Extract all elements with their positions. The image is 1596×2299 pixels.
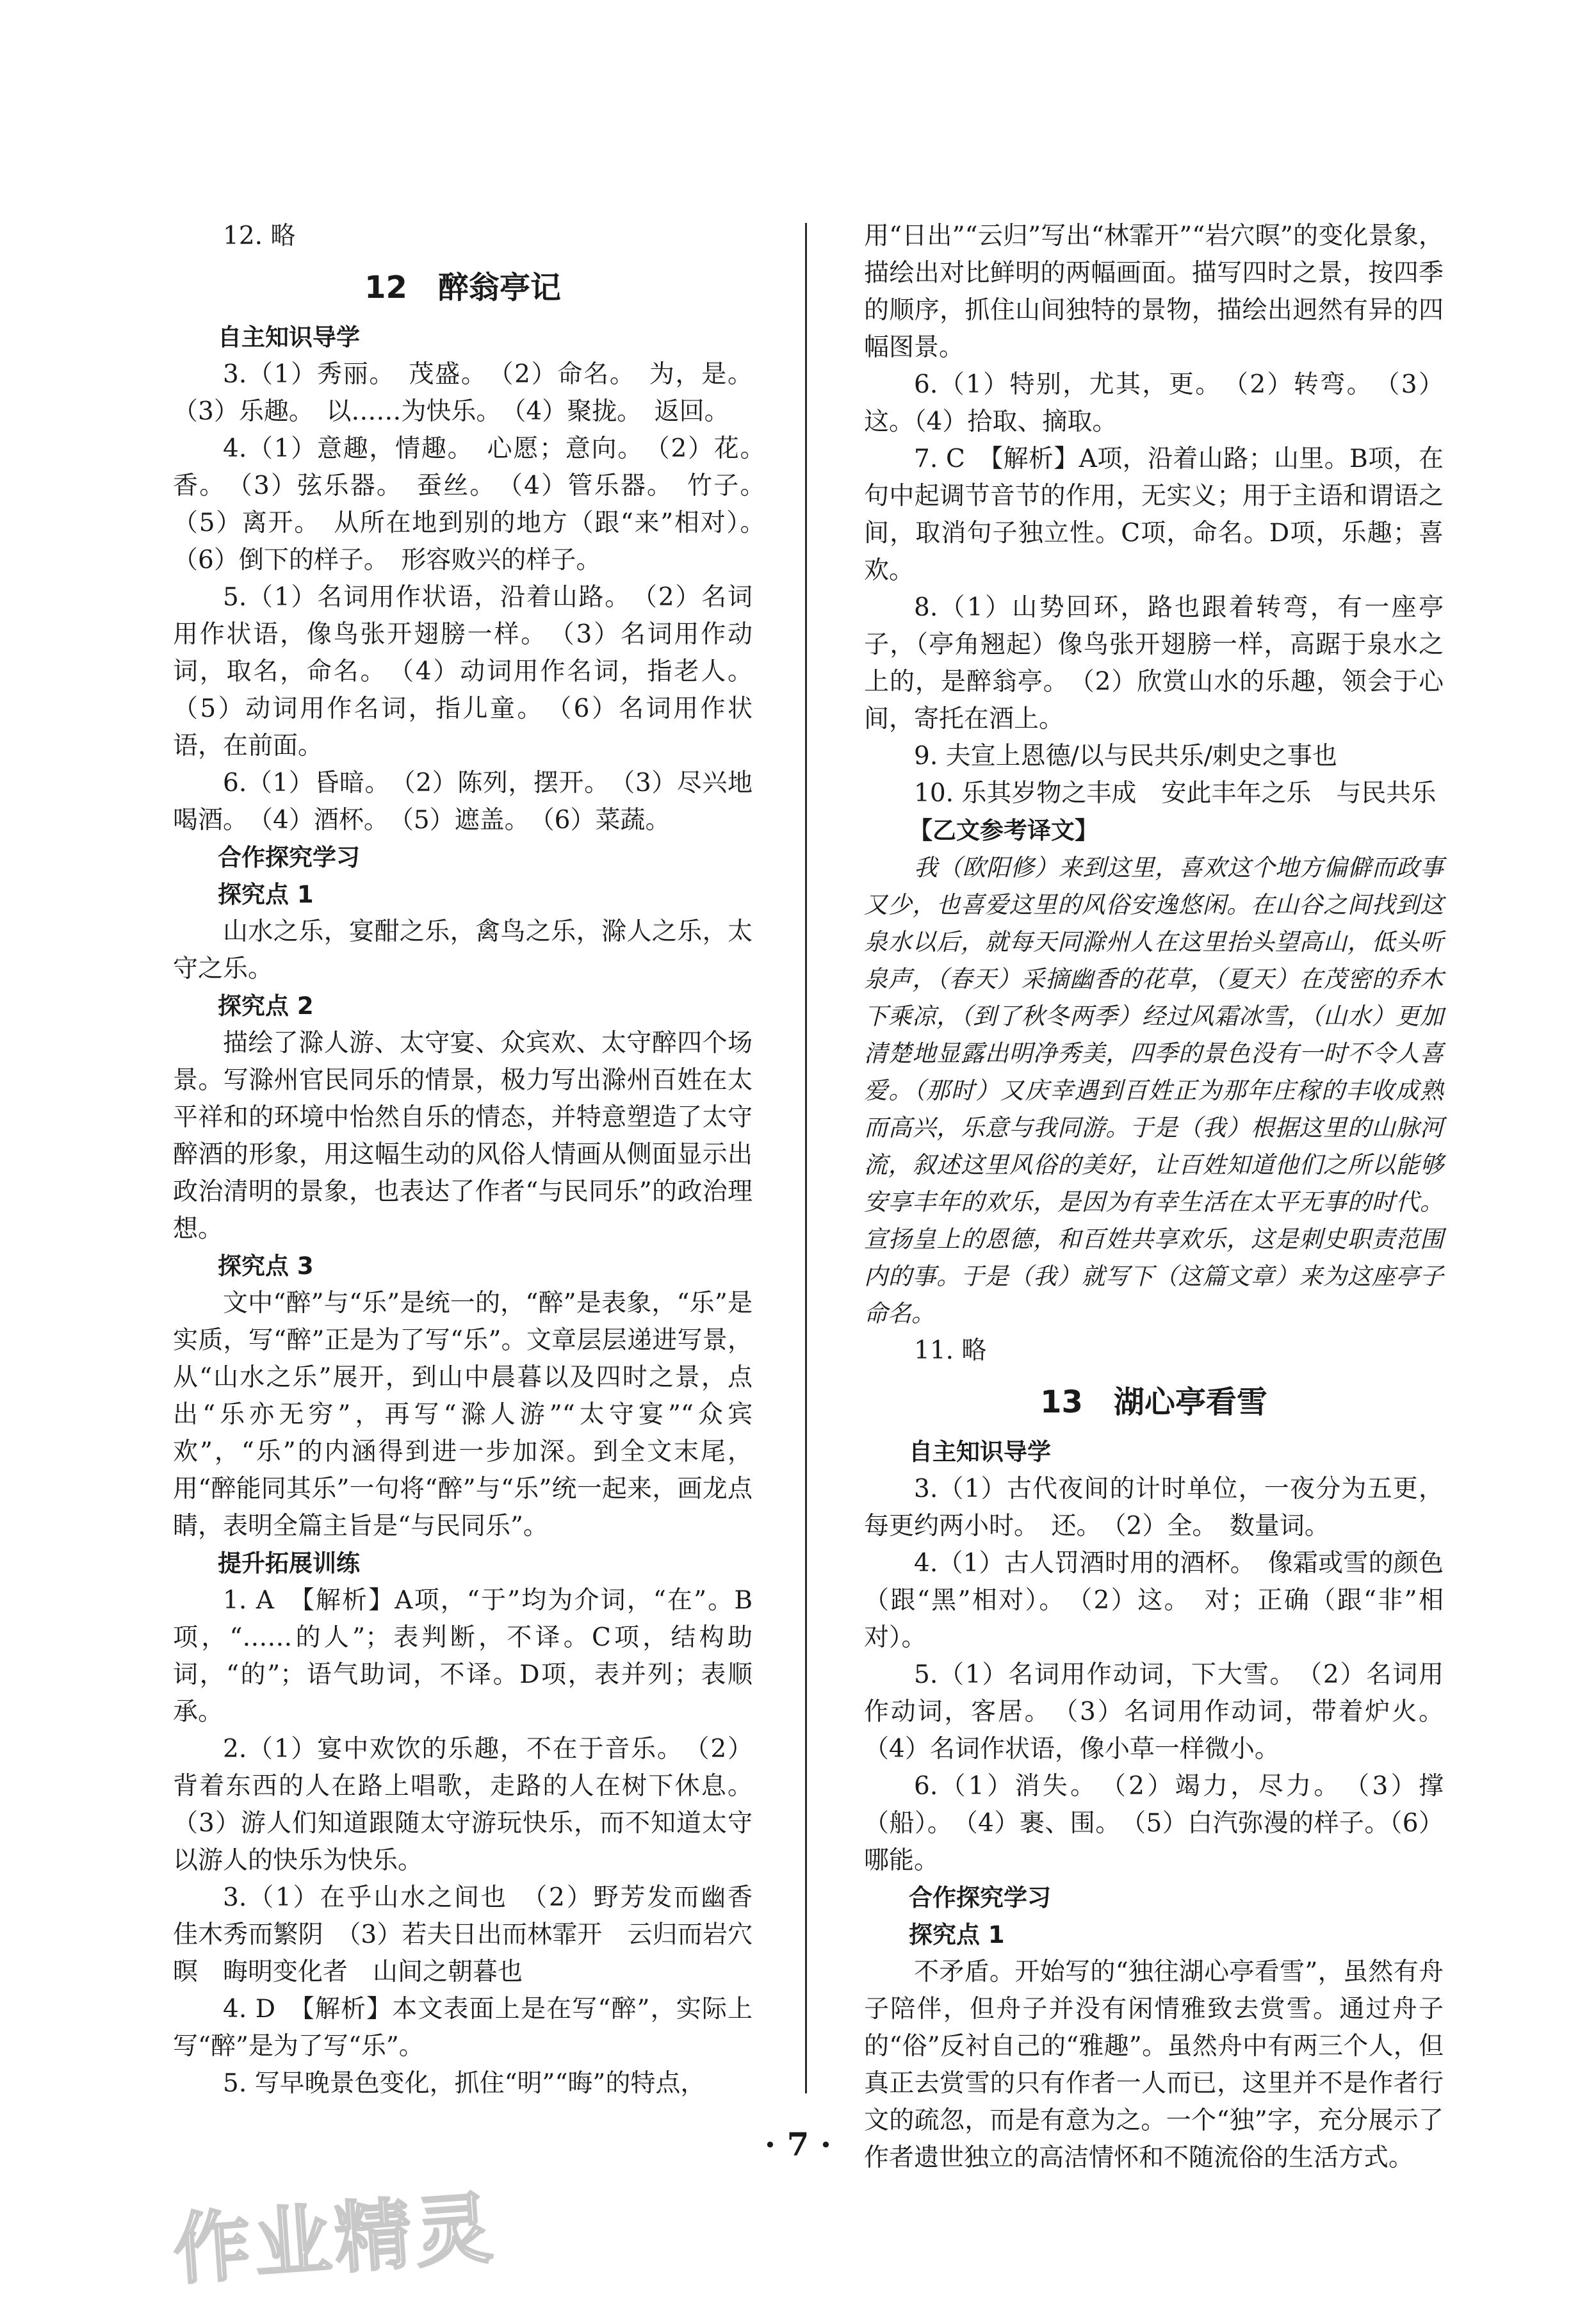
- answer-item: 3.（1）秀丽。 茂盛。 （2）命名。 为，是。（3）乐趣。 以……为快乐。 （4）聚拢。 返回。: [173, 360, 753, 426]
- answer-item: 3.（1）在乎山水之间也 （2）野芳发而幽香 佳木秀而繁阴 （3）若夫日出而林霏开 云归而岩穴暝 晦明变化者 山间之朝暮也: [173, 1883, 778, 1986]
- section-heading: 合作探究学习: [218, 844, 360, 871]
- answer-item: 6.（1）特别，尤其，更。 （2）转弯。 （3）这。（4）拾取、摘取。: [864, 370, 1444, 436]
- answer-text: 不矛盾。开始写的“独往湖心亭看雪”，虽然有舟子陪伴，但舟子并没有闲情雅致去赏雪。通过舟子的“俗”反衬自己的“雅趣”。虽然舟中有两三个人，但真正去赏雪的只有作者一人而已，这里并不是作者行文的疏忽，而是有意为之。一个“独”字，充分展示了作者遗世独立的高洁情怀和不随流俗的生活方式。: [864, 1958, 1444, 2172]
- answer-text: 描绘了滁人游、太守宴、众宾欢、太守醉四个场景。写滁州官民同乐的情景，极力写出滁州百姓在太平祥和的环境中怡然自乐的情态，并特意塑造了太守醉酒的形象，用这幅生动的风俗人情画从侧面显示出政治清明的景象，也表达了作者“与民同乐”的政治理想。: [173, 1029, 753, 1243]
- right-column: [864, 218, 1444, 2177]
- answer-item: 8.（1）山势回环，路也跟着转弯，有一座亭子，（亭角翘起）像鸟张开翅膀一样，高踞于泉水之上的，是醉翁亭。 （2）欣赏山水的乐趣，领会于心间，寄托在酒上。: [864, 593, 1444, 733]
- answer-item: 用“日出”“云归”写出“林霏开”“岩穴暝”的变化景象，描绘出对比鲜明的两幅画面。描写四时之景，按四季的顺序，抓住山间独特的景物，描绘出迥然有异的四幅图景。: [864, 222, 1444, 362]
- answer-item: 6.（1）昏暗。 （2）陈列，摆开。 （3）尽兴地喝酒。 （4）酒杯。 （5）遮盖。 （6）菜蔬。: [173, 769, 753, 835]
- answer-item: 10. 乐其岁物之丰成 安此丰年之乐 与民共乐: [914, 779, 1437, 808]
- answer-item: 5.（1）名词用作动词，下大雪。 （2）名词用作动词，客居。 （3）名词用作动词，带着炉火。（4）名词作状语，像小草一样微小。: [864, 1660, 1444, 1763]
- subsection-heading: 探究点 3: [218, 1252, 314, 1280]
- answer-item: 3.（1）古代夜间的计时单位，一夜分为五更，每更约两小时。 还。 （2）全。 数量词。: [864, 1475, 1444, 1541]
- answer-item: 1. A 【解析】A项，“于”均为介词，“在”。B项，“……的人”；表判断，不译。C项，结构助词，“的”；语气助词，不译。D项，表并列；表顺承。: [173, 1586, 753, 1726]
- subsection-heading: 探究点 1: [909, 1921, 1005, 1949]
- answer-item: 5.（1）名词用作状语，沿着山路。 （2）名词用作状语，像鸟张开翅膀一样。 （3）名词用作动词，取名，命名。 （4）动词用作名词，指老人。（5）动词用作名词，指儿童。 （6）名词用作状语，在前面。: [173, 583, 753, 760]
- left-column: [173, 218, 778, 2102]
- answer-item: 7. C 【解析】A项，沿着山路；山里。B项，在句中起调节音节的作用，无实义；用于主语和谓语之间，取消句子独立性。C项，命名。D项，乐趣；喜欢。: [864, 445, 1444, 585]
- answer-item: 2.（1）宴中欢饮的乐趣，不在于音乐。 （2）背着东西的人在路上唱歌，走路的人在树下休息。（3）游人们知道跟随太守游玩快乐，而不知道太守以游人的快乐为快乐。: [173, 1735, 753, 1875]
- answer-item: 5. 写早晚景色变化，抓住“明”“晦”的特点，: [223, 2069, 706, 2098]
- answer-text: 山水之乐，宴酣之乐，禽鸟之乐，滁人之乐，太守之乐。: [173, 917, 753, 983]
- reference-heading: 【乙文参考译文】: [909, 817, 1098, 844]
- section-heading: 提升拓展训练: [218, 1550, 360, 1577]
- answer-item: 11. 略: [914, 1336, 987, 1365]
- column-divider: [805, 223, 807, 2093]
- answer-item: 4.（1）古人罚酒时用的酒杯。 像霜或雪的颜色（跟“黑”相对）。 （2）这。 对；正确（跟“非”相对）。: [864, 1549, 1444, 1652]
- reference-translation: 我（欧阳修）来到这里，喜欢这个地方偏僻而政事又少，也喜爱这里的风俗安逸悠闲。在山谷之间找到这泉水以后，就每天同滁州人在这里抬头望高山，低头听泉声，（春天）采摘幽香的花草，（夏天）在茂密的乔木下乘凉，（到了秋冬两季）经过风霜冰雪，（山水）更加清楚地显露出明净秀美，四季的景色没有一时不令人喜爱。（那时）又庆幸遇到百姓正为那年庄稼的丰收成熟而高兴，乐意与我同游。于是（我）根据这里的山脉河流，叙述这里风俗的美好，让百姓知道他们之所以能够安享丰年的欢乐，是因为有幸生活在太平无事的时代。宣扬皇上的恩德，和百姓共享欢乐，这是刺史职责范围内的事。于是（我）就写下（这篇文章）来为这座亭子命名。: [864, 854, 1444, 1327]
- answer-item: 6.（1）消失。 （2）竭力，尽力。 （3）撑（船）。 （4）裹、围。 （5）白汽弥漫的样子。（6）哪能。: [864, 1772, 1444, 1875]
- page-number: · 7 ·: [764, 2125, 832, 2163]
- watermark-logo: 作业精灵: [170, 2184, 499, 2296]
- chapter-title: 12 醉翁亭记: [364, 270, 561, 306]
- answer-item: 4.（1）意趣，情趣。 心愿；意向。 （2）花。 香。 （3）弦乐器。 蚕丝。 （4）管乐器。 竹子。 （5）离开。 从所在地到别的地方（跟“来”相对）。 （6）倒下的样子。 形容败兴的样子。: [173, 434, 778, 575]
- section-heading: 自主知识导学: [218, 323, 360, 351]
- answer-item: 9. 夫宣上恩德/以与民共乐/刺史之事也: [914, 742, 1337, 771]
- section-heading: 自主知识导学: [909, 1438, 1051, 1466]
- section-heading: 合作探究学习: [909, 1884, 1051, 1911]
- subsection-heading: 探究点 1: [218, 881, 314, 908]
- chapter-title: 13 湖心亭看雪: [1040, 1384, 1267, 1420]
- answer-item: 4. D 【解析】本文表面上是在写“醉”，实际上写“醉”是为了写“乐”。: [173, 1995, 753, 2061]
- subsection-heading: 探究点 2: [218, 992, 314, 1020]
- answer-text: 文中“醉”与“乐”是统一的，“醉”是表象，“乐”是实质，写“醉”正是为了写“乐”。文章层层递进写景，从“山水之乐”展开，到山中晨暮以及四时之景，点出“乐亦无穷”，再写“滁人游”“太守宴”“众宾欢”，“乐”的内涵得到进一步加深。到全文末尾，用“醉能同其乐”一句将“醉”与“乐”统一起来，画龙点睛，表明全篇主旨是“与民同乐”。: [173, 1289, 753, 1541]
- answer-item: 12. 略: [223, 222, 296, 250]
